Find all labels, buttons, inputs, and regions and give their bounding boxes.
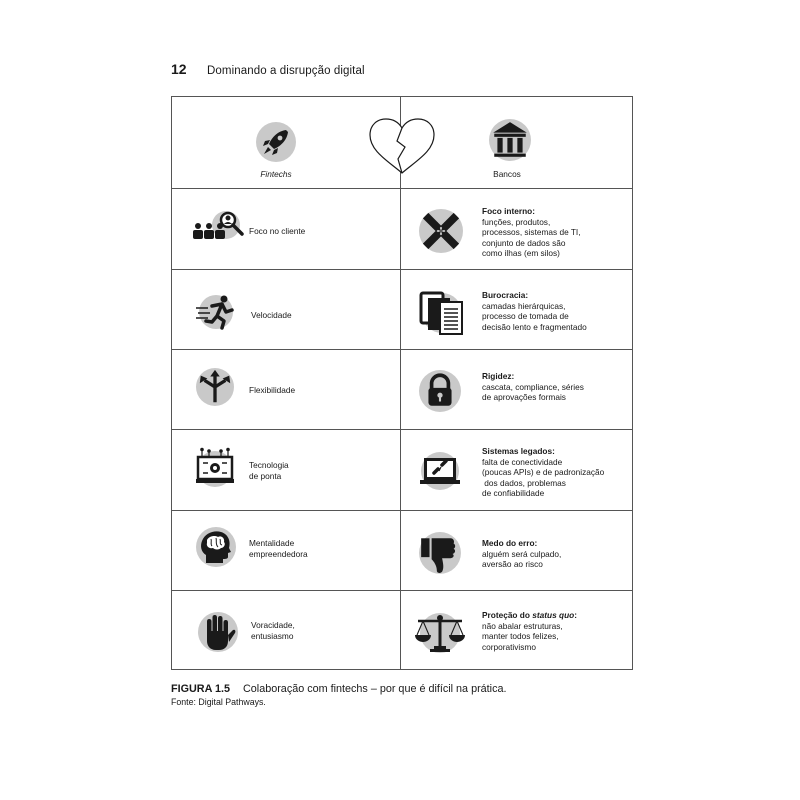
label-line: falta de conectividade xyxy=(482,456,563,467)
label-line: Voracidade, xyxy=(251,620,295,630)
label-line: Mentalidade xyxy=(249,538,295,548)
label-line: processo de tomada de xyxy=(482,311,569,322)
label-title: Foco interno: xyxy=(482,206,536,216)
label-line: processos, sistemas de TI, xyxy=(482,227,581,238)
label-line: conjunto de dados são xyxy=(482,237,566,248)
comparison-table xyxy=(171,96,633,670)
label-line: funções, produtos, xyxy=(482,216,551,227)
bank-icon xyxy=(489,119,531,161)
row-cell-right xyxy=(401,350,632,430)
left-label xyxy=(251,310,292,321)
right-label xyxy=(482,206,581,259)
row-cell-right xyxy=(401,430,632,511)
label-line: aversão ao risco xyxy=(482,559,543,570)
figure-number: FIGURA 1.5 xyxy=(171,683,230,695)
fintechs-label: Fintechs xyxy=(260,169,292,179)
fintechs-header-cell xyxy=(172,97,401,189)
label-line: não abalar estruturas, xyxy=(482,620,563,631)
figure-title: Colaboração com fintechs – por que é difícil na prática. xyxy=(243,683,507,695)
row-cell-right xyxy=(401,591,632,669)
label-line: Tecnologia xyxy=(249,460,289,470)
row-cell-left xyxy=(172,511,401,591)
right-label xyxy=(482,610,577,652)
row-cell-right xyxy=(401,270,632,350)
page-header xyxy=(171,61,365,77)
running-title: Dominando a disrupção digital xyxy=(207,65,365,77)
label-line: Foco no cliente xyxy=(249,226,306,236)
label-line: entusiasmo xyxy=(251,630,294,641)
label-title: Burocracia: xyxy=(482,290,529,300)
brain-head-icon xyxy=(196,527,236,567)
row-cell-right xyxy=(401,189,632,270)
split-arrows-icon xyxy=(196,368,234,406)
padlock-icon xyxy=(419,370,461,412)
figure-caption xyxy=(171,683,506,695)
running-person-icon xyxy=(194,292,238,332)
cross-arrows-icon xyxy=(419,209,463,253)
label-title: Proteção do status quo: xyxy=(482,610,577,620)
laptop-broken-link-icon xyxy=(418,450,462,492)
label-line: de confiabilidade xyxy=(482,488,545,499)
label-line: empreendedora xyxy=(249,548,308,559)
left-label xyxy=(249,538,308,559)
left-label xyxy=(251,620,295,641)
right-label xyxy=(482,290,587,332)
label-line: dos dados, problemas xyxy=(482,477,566,488)
label-title: Rigidez: xyxy=(482,371,515,381)
right-label xyxy=(482,446,604,499)
row-cell-left xyxy=(172,591,401,669)
bancos-label: Bancos xyxy=(493,169,521,179)
left-label xyxy=(249,226,305,237)
bancos-header-cell xyxy=(401,97,632,189)
left-label xyxy=(249,460,289,481)
left-label xyxy=(249,385,295,396)
scales-icon xyxy=(414,611,466,655)
tech-board-icon xyxy=(194,447,236,489)
row-cell-left xyxy=(172,189,401,270)
label-line: de aprovações formais xyxy=(482,392,566,403)
customer-focus-icon xyxy=(192,207,246,247)
row-cell-right xyxy=(401,511,632,591)
label-line: cascata, compliance, séries xyxy=(482,381,584,392)
row-cell-left xyxy=(172,430,401,511)
label-line: Flexibilidade xyxy=(249,385,296,395)
label-line: decisão lento e fragmentado xyxy=(482,321,587,332)
label-title: Medo do erro: xyxy=(482,538,538,548)
documents-icon xyxy=(418,290,466,336)
row-cell-left xyxy=(172,350,401,430)
right-label xyxy=(482,371,584,403)
rocket-icon xyxy=(256,122,296,162)
label-line: corporativismo xyxy=(482,641,536,652)
label-line: Velocidade xyxy=(251,310,292,320)
label-line: alguém será culpado, xyxy=(482,548,562,559)
thumbs-down-icon xyxy=(419,532,461,576)
row-cell-left xyxy=(172,270,401,350)
figure-source: Fonte: Digital Pathways. xyxy=(171,697,266,707)
right-label xyxy=(482,538,561,570)
label-line: (poucas APIs) e de padronização xyxy=(482,467,605,478)
label-line: como ilhas (em silos) xyxy=(482,248,560,259)
page-number: 12 xyxy=(171,61,187,77)
label-line: camadas hierárquicas, xyxy=(482,300,566,311)
label-line: de ponta xyxy=(249,470,282,481)
label-line: manter todos felizes, xyxy=(482,631,559,642)
raised-hand-icon xyxy=(198,611,238,653)
label-title: Sistemas legados: xyxy=(482,446,555,456)
